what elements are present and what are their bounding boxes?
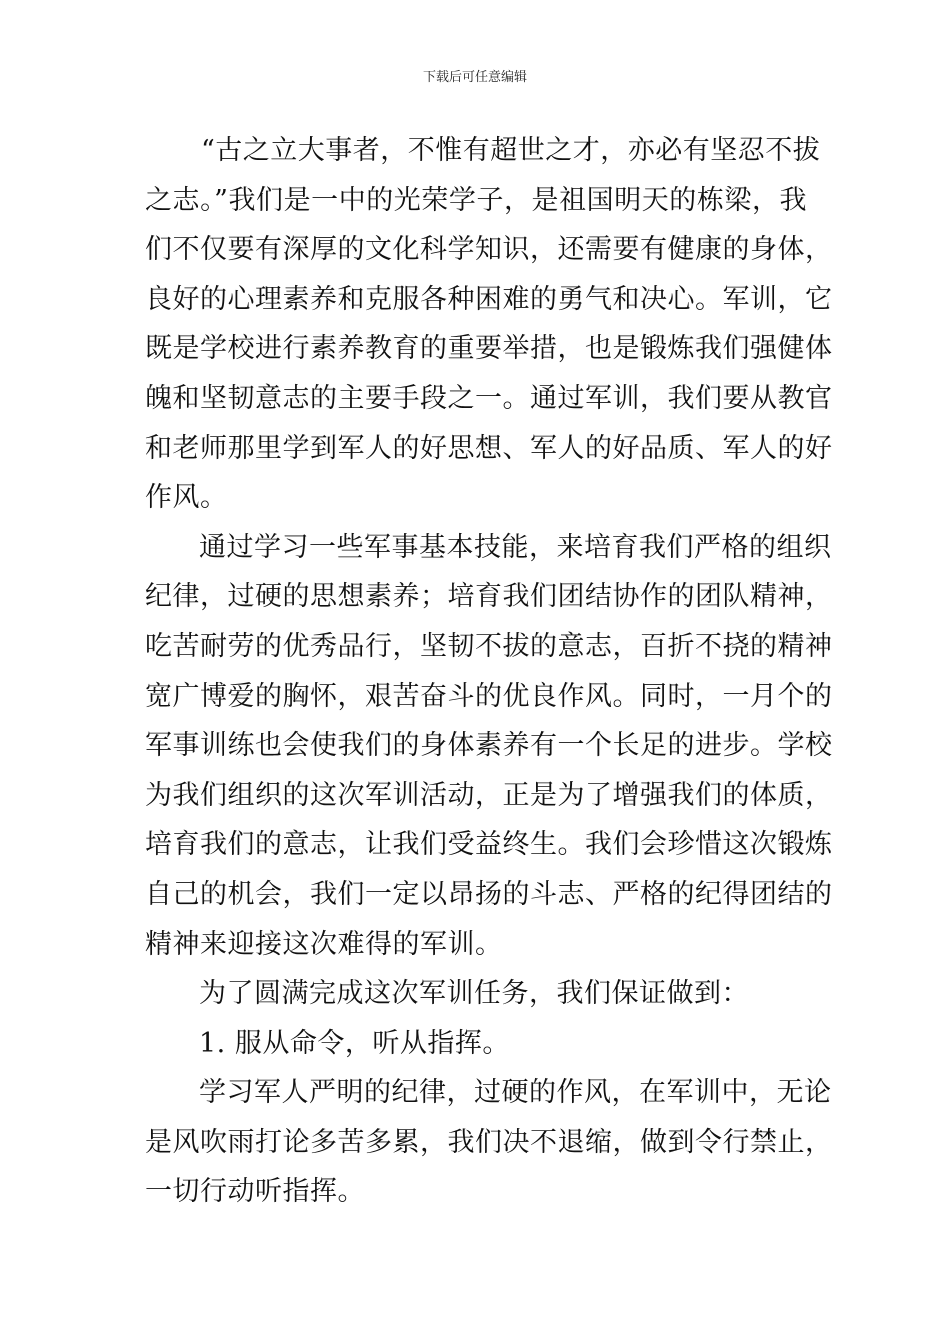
paragraph-line: 培育我们的意志，让我们受益终生。我们会珍惜这次锻炼 (145, 829, 833, 861)
list-item-1 (145, 1019, 807, 1069)
paragraph-line: 1. 服从命令，听从指挥。 (199, 1027, 510, 1059)
paragraph-line: 吃苦耐劳的优秀品行，坚韧不拔的意志，百折不挠的精神 (145, 630, 833, 662)
paragraph-line: 自己的机会，我们一定以昂扬的斗志、严格的纪得团结的 (145, 878, 833, 910)
paragraph-3 (145, 969, 807, 1019)
paragraph-line: 宽广博爱的胸怀，艰苦奋斗的优良作风。同时，一月个的 (145, 680, 833, 712)
paragraph-line: 为了圆满完成这次军训任务，我们保证做到： (199, 978, 749, 1010)
paragraph-line: 军事训练也会使我们的身体素养有一个长足的进步。学校 (145, 730, 833, 762)
paragraph-line: 作风。 (145, 482, 228, 514)
paragraph-line: 为我们组织的这次军训活动，正是为了增强我们的体质， (145, 779, 833, 811)
paragraph-line: 是风吹雨打论多苦多累，我们决不退缩，做到令行禁止， (145, 1126, 833, 1158)
paragraph-line: 们不仅要有深厚的文化科学知识，还需要有健康的身体， (145, 234, 833, 266)
paragraph-line: 通过学习一些军事基本技能，来培育我们严格的组织 (199, 531, 832, 563)
paragraph-4 (145, 1068, 833, 1217)
document-body (145, 126, 833, 1217)
paragraph-line: 和老师那里学到军人的好思想、军人的好品质、军人的好 (145, 432, 833, 464)
paragraph-line: 纪律，过硬的思想素养；培育我们团结协作的团队精神， (145, 581, 833, 613)
paragraph-line: 魄和坚韧意志的主要手段之一。通过军训，我们要从教官 (145, 382, 833, 414)
page-header: 下载后可任意编辑 (422, 70, 527, 85)
paragraph-2 (145, 523, 833, 969)
paragraph-line: 精神来迎接这次难得的军训。 (145, 928, 503, 960)
paragraph-line: 良好的心理素养和克服各种困难的勇气和决心。军训，它 (145, 283, 833, 315)
paragraph-line: 既是学校进行素养教育的重要举措，也是锻炼我们强健体 (145, 333, 833, 365)
paragraph-line: “古之立大事者，不惟有超世之才，亦必有坚忍不拔 (201, 135, 821, 166)
paragraph-line: 一切行动听指挥。 (145, 1176, 365, 1208)
paragraph-line: 学习军人严明的纪律，过硬的作风，在军训中，无论 (199, 1077, 832, 1109)
paragraph-1 (145, 126, 833, 523)
paragraph-line: 之志。”我们是一中的光荣学子，是祖国明天的栋梁，我 (145, 184, 807, 216)
